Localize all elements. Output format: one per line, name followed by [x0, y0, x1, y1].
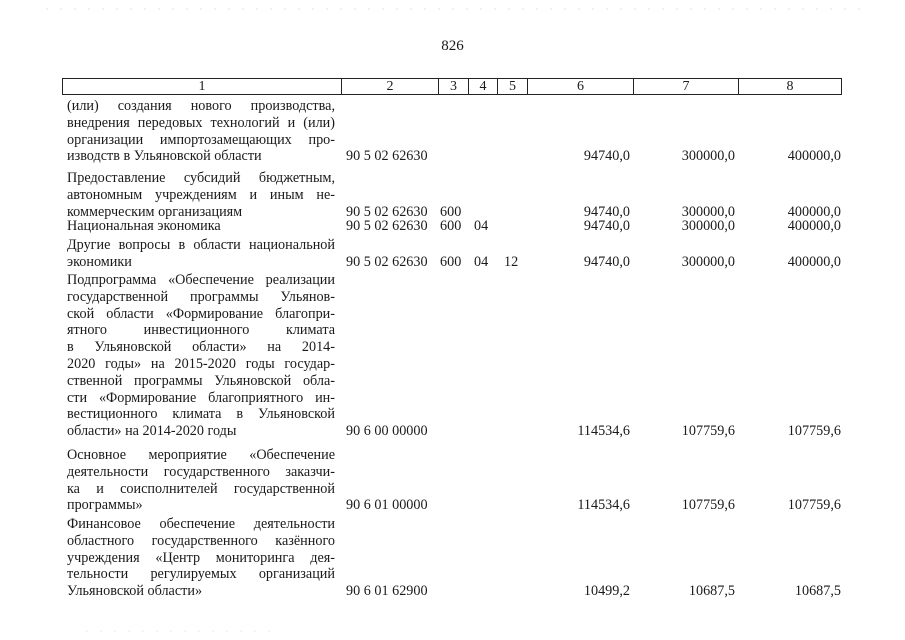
expense-type: 600 [440, 253, 462, 270]
description-line: ятного инвестиционного климата [67, 322, 335, 339]
description-line: области» на 2014-2020 годы [67, 423, 237, 440]
amount-2017: 400000,0 [787, 253, 841, 270]
budget-code: 90 5 02 62630 [346, 218, 428, 234]
amount-2015: 10499,2 [583, 583, 630, 600]
description-line: ственной программы Ульяновской обла- [67, 372, 335, 389]
description-line: 2020 годы» на 2015-2020 годы государ- [67, 355, 335, 372]
description-line: автономным учреждениям и иным не- [67, 186, 335, 203]
description-line: Основное мероприятие «Обеспечение [67, 447, 335, 463]
column-header-row [62, 78, 842, 95]
row-description [67, 98, 335, 165]
budget-code: 90 6 01 00000 [346, 497, 428, 514]
amount-2017: 400000,0 [787, 203, 841, 220]
description-line: организации импортозамещающих про- [67, 131, 335, 148]
amount-2015: 94740,0 [583, 253, 630, 270]
description-line: учреждения «Центр мониторинга дея- [67, 549, 335, 566]
amount-2015: 94740,0 [583, 203, 630, 220]
amount-2015: 94740,0 [583, 218, 630, 234]
expense-type: 600 [440, 218, 462, 234]
amount-2017: 107759,6 [787, 423, 841, 440]
scan-noise-bottom [80, 630, 280, 632]
row-description [67, 237, 335, 271]
amount-2017: 107759,6 [787, 497, 841, 514]
amount-2016: 10687,5 [688, 583, 735, 600]
description-line: коммерческим организациям [67, 203, 243, 220]
amount-2017: 400000,0 [787, 218, 841, 234]
description-line: тельности регулируемых организаций [67, 566, 335, 583]
description-line: ка и соисполнителей государственной [67, 480, 335, 497]
description-line: вестиционного климата в Ульяновской [67, 406, 335, 423]
budget-code: 90 5 02 62630 [346, 148, 428, 165]
col-header-7: 7 [633, 79, 738, 94]
description-line: программы» [67, 497, 143, 514]
description-line: (или) создания нового производства, [67, 98, 335, 114]
subsection-code: 12 [504, 253, 519, 270]
amount-2016: 300000,0 [681, 148, 735, 165]
budget-code: 90 6 00 00000 [346, 423, 428, 440]
description-line: Национальная экономика [67, 218, 221, 234]
budget-code: 90 5 02 62630 [346, 253, 428, 270]
col-header-1: 1 [198, 79, 206, 94]
col-header-5: 5 [497, 79, 527, 94]
amount-2017: 400000,0 [787, 148, 841, 165]
description-line: внедрения передовых технологий и (или) [67, 114, 335, 131]
amount-2016: 300000,0 [681, 203, 735, 220]
row-description [67, 218, 335, 235]
scan-noise-top [40, 8, 870, 10]
description-line: Предоставление субсидий бюджетным, [67, 170, 335, 186]
page-number: 826 [441, 38, 464, 54]
amount-2016: 300000,0 [681, 253, 735, 270]
description-line: Другие вопросы в области национальной [67, 237, 335, 253]
description-line: Подпрограмма «Обеспечение реализации [67, 272, 335, 288]
amount-2015: 114534,6 [577, 423, 630, 440]
description-line: Финансовое обеспечение деятельности [67, 516, 335, 532]
amount-2016: 107759,6 [681, 423, 735, 440]
expense-type: 600 [440, 203, 462, 220]
amount-2015: 94740,0 [583, 148, 630, 165]
amount-2015: 114534,6 [577, 497, 630, 514]
description-line: Ульяновской области» [67, 583, 203, 600]
col-header-4: 4 [468, 79, 497, 94]
description-line: в Ульяновской области» на 2014- [67, 339, 335, 356]
row-description [67, 272, 335, 440]
amount-2017: 10687,5 [794, 583, 841, 600]
description-line: изводств в Ульяновской области [67, 148, 262, 165]
amount-2016: 107759,6 [681, 497, 735, 514]
description-line: областного государственного казённого [67, 532, 335, 549]
row-description [67, 516, 335, 600]
col-header-3: 3 [438, 79, 468, 94]
amount-2016: 300000,0 [681, 218, 735, 234]
section-code: 04 [474, 253, 489, 270]
budget-code: 90 5 02 62630 [346, 203, 428, 220]
description-line: государственной программы Ульянов- [67, 288, 335, 305]
col-header-6: 6 [527, 79, 633, 94]
row-description [67, 447, 335, 514]
budget-code: 90 6 01 62900 [346, 583, 428, 600]
col-header-2: 2 [341, 79, 438, 94]
section-code: 04 [474, 218, 489, 234]
description-line: экономики [67, 253, 132, 270]
description-line: сти «Формирование благоприятного ин- [67, 389, 335, 406]
row-description [67, 170, 335, 220]
description-line: ской области «Формирование благопри- [67, 305, 335, 322]
col-header-8: 8 [738, 79, 841, 94]
description-line: деятельности государственного заказчи- [67, 463, 335, 480]
